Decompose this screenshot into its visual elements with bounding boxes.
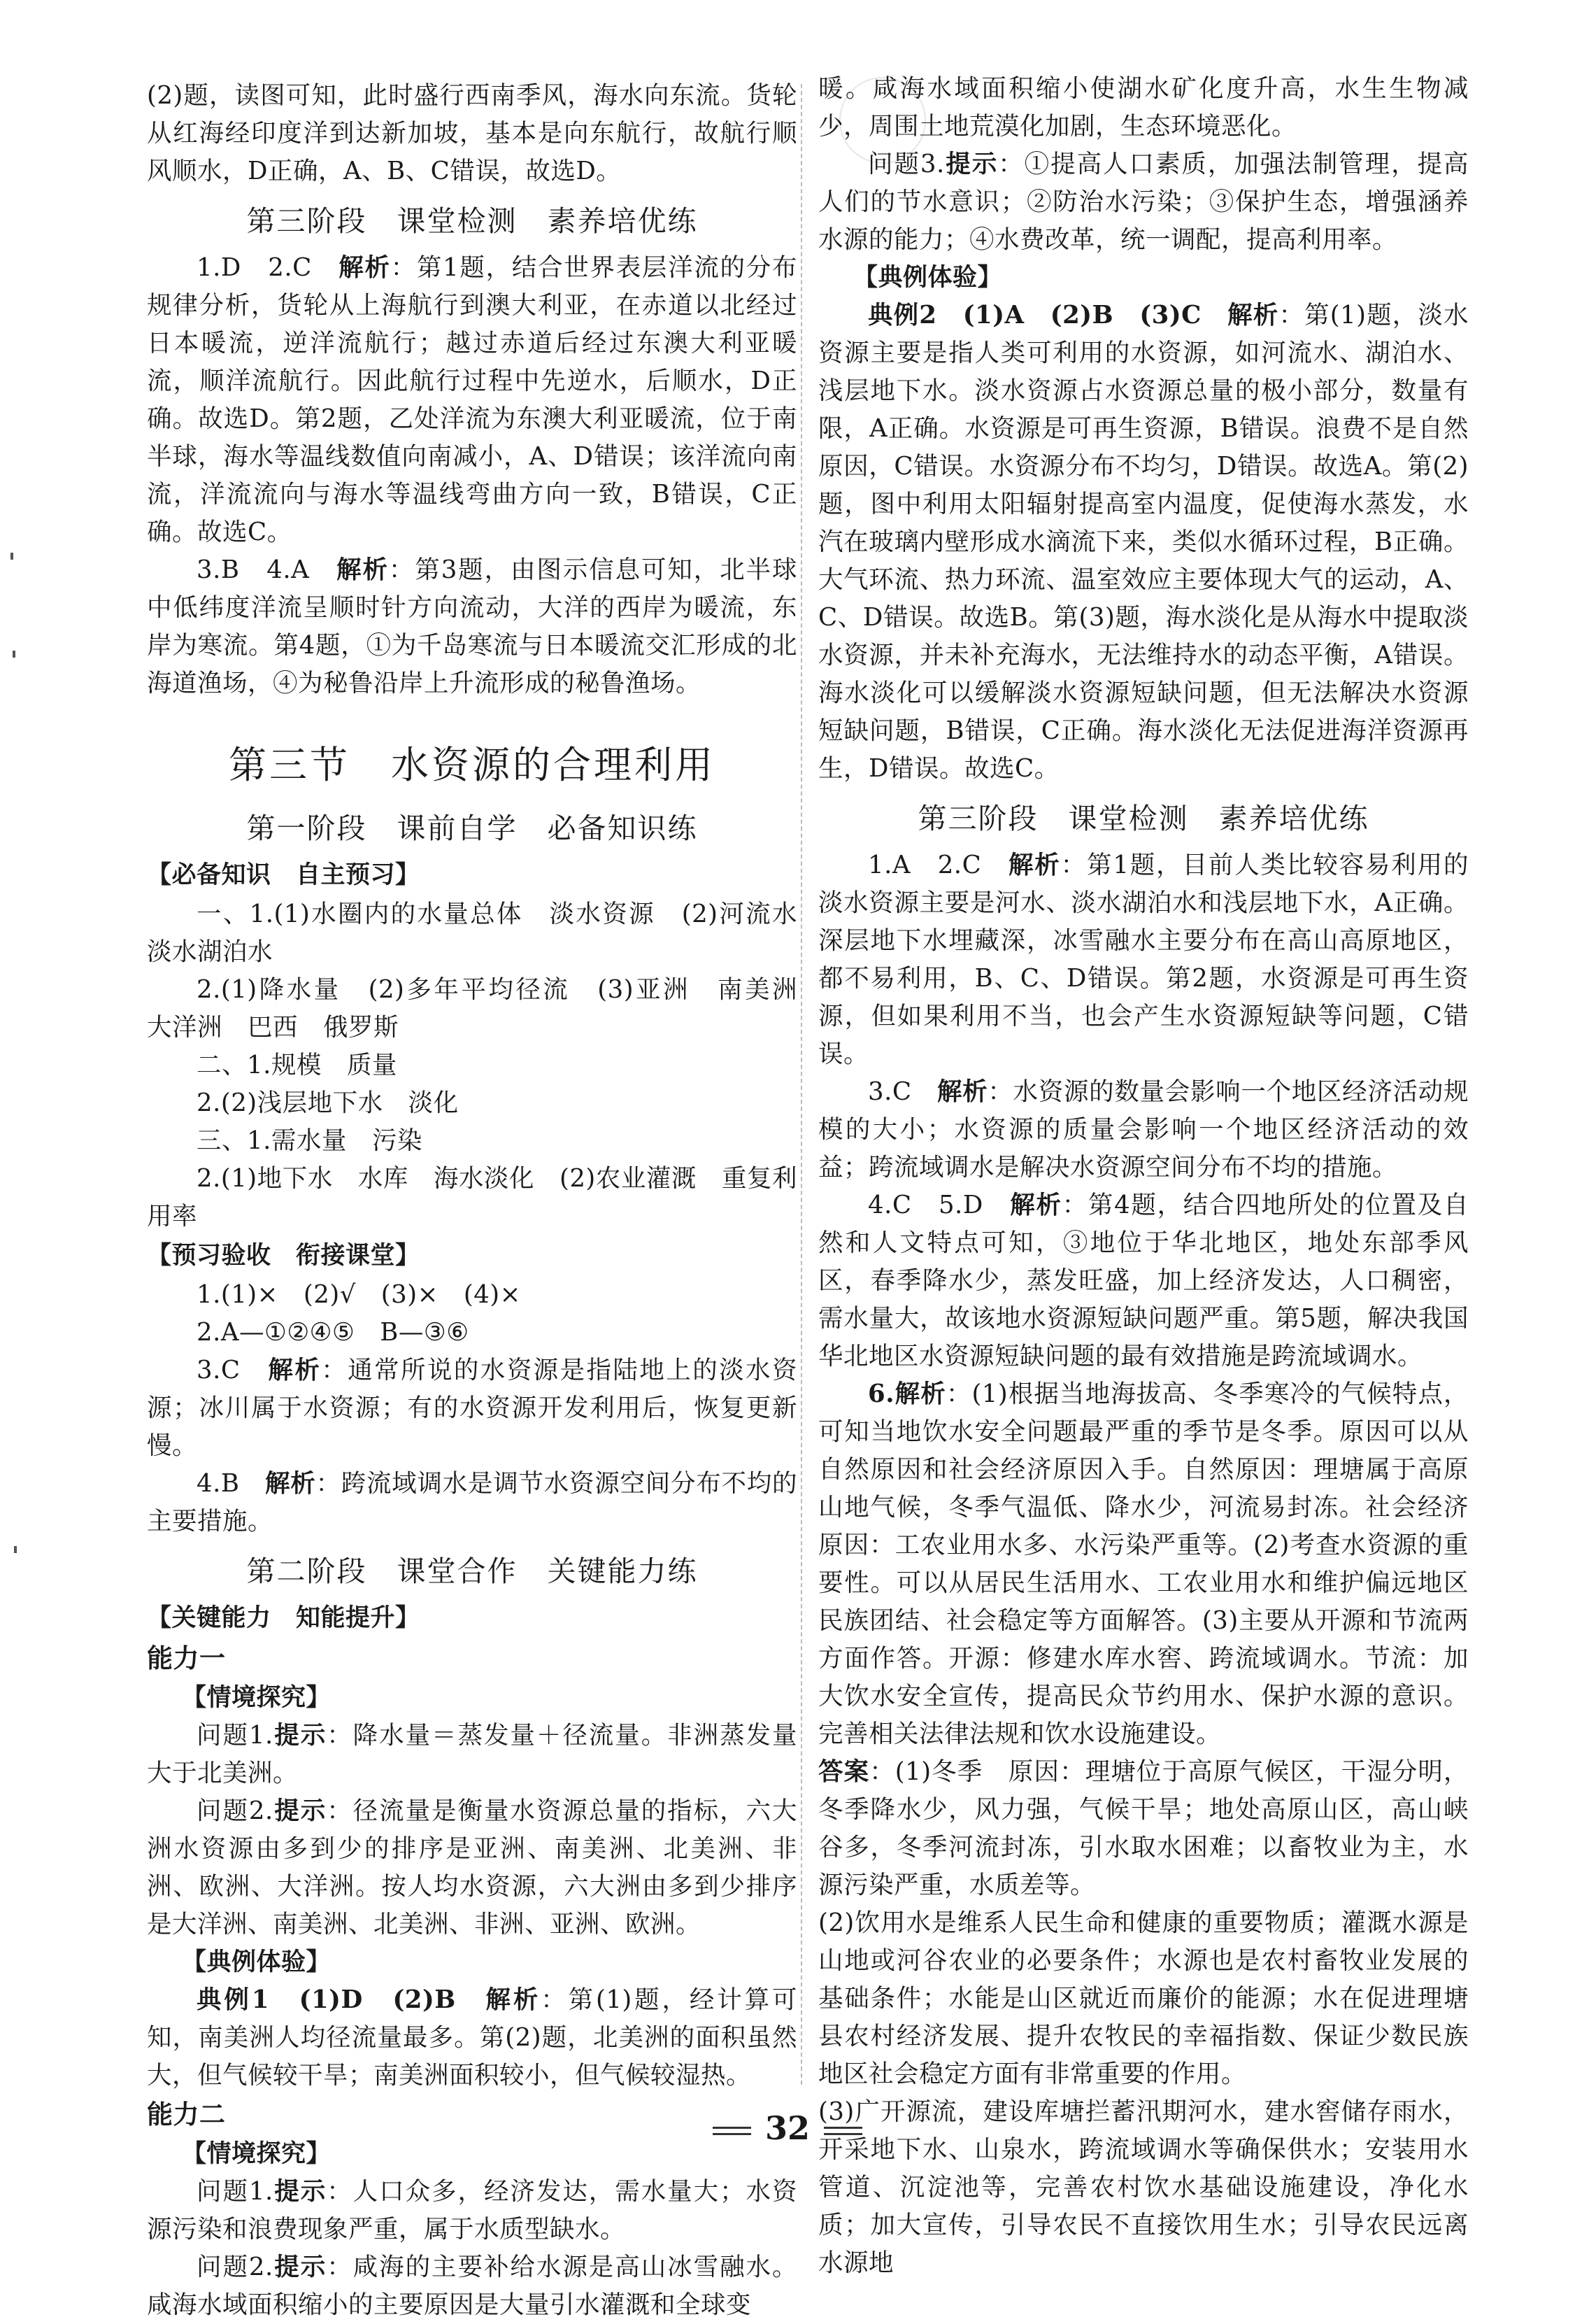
analysis-label: 解析 xyxy=(936,1077,988,1106)
hint-text: ：降水量＝蒸发量＋径流量。非洲蒸发量大于北美洲。 xyxy=(147,1721,797,1787)
hint-text: ：咸海的主要补给水源是高山冰雪融水。咸海水域面积缩小的主要原因是大量引水灌溉和全球变 xyxy=(147,2253,797,2319)
scan-mark xyxy=(13,651,15,658)
hint-label: 提示 xyxy=(944,150,999,178)
subsection-label: 【典例体验】 xyxy=(182,1948,332,1976)
page-footer xyxy=(0,2109,1575,2147)
footer-rule-right xyxy=(824,2123,862,2139)
subsection-label: 【情境探究】 xyxy=(182,2139,332,2168)
answer-paragraph xyxy=(818,1375,1469,1753)
subsection-heading: 【预习验收 衔接课堂】 xyxy=(147,1242,420,1270)
hint-label: 提示 xyxy=(273,1721,327,1750)
answer-key: 1.A 2.C xyxy=(868,851,1009,879)
analysis-label: 6.解析 xyxy=(868,1380,946,1408)
right-column xyxy=(818,70,1469,2282)
analysis-text: ：通常所说的水资源是指陆地上的淡水资源；冰川属于水资源；有的水资源开发利用后，恢复更新慢。 xyxy=(147,1356,797,1460)
analysis-text: ：跨流域调水是调节水资源空间分布不均的主要措施。 xyxy=(147,1469,797,1536)
question-paragraph xyxy=(147,1717,797,1792)
knowledge-item: 二、1.规模 质量 xyxy=(197,1051,397,1079)
analysis-text: ：第1题，结合世界表层洋流的分布规律分析，货轮从上海航行到澳大利亚，在赤道以北经过日本暖流，逆洋流航行；越过赤道后经过东澳大利亚暖流，顺洋流航行。因此航行过程中先逆水，后顺水，D正确。故选D。第2题，乙处洋流为东澳大利亚暖流，位于南半球，海水等温线数值向南减小，A、D错误；该洋流向南流，洋流流向与海水等温线弯曲方向一致，B错误，C正确。故选C。 xyxy=(147,253,797,546)
hint-label: 提示 xyxy=(273,1797,327,1825)
answer-paragraph xyxy=(818,1186,1469,1375)
knowledge-item: 2.(1)降水量 (2)多年平均径流 (3)亚洲 南美洲 大洋洲 巴西 俄罗斯 xyxy=(147,975,823,1042)
analysis-label: 解析 xyxy=(1008,851,1061,879)
example-key: 典例2 (1)A (2)B (3)C xyxy=(868,301,1228,330)
analysis-text: ：水资源的数量会影响一个地区经济活动规模的大小；水资源的质量会影响一个地区经济活动的效益；跨流域调水是解决水资源空间分布不均的措施。 xyxy=(818,1077,1469,1182)
scan-mark xyxy=(14,1546,17,1553)
hint-text: ：径流量是衡量水资源总量的指标，六大洲水资源由多到少的排序是亚洲、南美洲、北美洲、非洲、欧洲、大洋洲。按人均水资源，六大洲由多到少排序是大洋洲、南美洲、北美洲、非洲、亚洲、欧洲。 xyxy=(147,1797,797,1939)
answer-paragraph xyxy=(818,1753,1469,1904)
question-number: 问题2. xyxy=(197,1797,273,1825)
analysis-label: 解析 xyxy=(1227,301,1279,330)
answer-key: 3.B 4.A xyxy=(197,555,337,584)
question-paragraph xyxy=(147,1792,797,1943)
question-number: 问题3. xyxy=(868,150,945,178)
paragraph: 暖。咸海水域面积缩小使湖水矿化度升高，水生生物减少，周围土地荒漠化加剧，生态环境恶化。 xyxy=(818,74,1469,141)
analysis-text: ：(1)根据当地海拔高、冬季寒冷的气候特点，可知当地饮水安全问题最严重的季节是冬季。原因可以从自然原因和社会经济原因入手。自然原因：理塘属于高原山地气候，冬季气温低、降水少，河流易封冻。社会经济原因：工农业用水多、水污染严重等。(2)考查水资源的重要性。可以从居民生活用水、工农业用水和维护偏远地区民族团结、社会稳定等方面解答。(3)主要从开源和节流两方面作答。开源：修建水库水窖、跨流域调水。节流：加大饮水安全宣传，提高民众节约用水、保护水源的意识。完善相关法律法规和饮水设施建设。 xyxy=(818,1380,1469,1748)
ability-heading: 能力一 xyxy=(147,1643,226,1673)
answer-paragraph xyxy=(147,1465,797,1540)
answer-key: 3.C xyxy=(868,1077,937,1106)
answer-key: 4.B xyxy=(197,1469,265,1498)
column-divider xyxy=(801,84,802,2085)
analysis-label: 解析 xyxy=(1010,1191,1062,1219)
answer-paragraph xyxy=(147,1352,797,1465)
subsection-heading: 【必备知识 自主预习】 xyxy=(147,861,420,889)
answer-text: ：(1)冬季 原因：理塘位于高原气候区，干湿分明，冬季降水少，风力强，气候干旱；地处高原山区，高山峡谷多，冬季河流封冻，引水取水困难；以畜牧业为主，水源污染严重，水质差等。 xyxy=(818,1757,1469,1899)
answer-label: 答案 xyxy=(818,1757,870,1786)
scan-mark xyxy=(10,553,13,560)
hint-text: ：①提高人口素质，加强法制管理，提高人们的节水意识；②防治水污染；③保护生态，增强涵养水源的能力；④水费改革，统一调配，提高利用率。 xyxy=(818,150,1469,254)
answer-key: 1.D 2.C xyxy=(197,253,339,282)
ability-heading: 能力二 xyxy=(147,2099,226,2130)
example-paragraph xyxy=(147,1981,797,2095)
analysis-text: ：第4题，结合四地所处的位置及自然和人文特点可知，③地位于华北地区，地处东部季风区，春季降水少，蒸发旺盛，加上经济发达，人口稠密，需水量大，故该地水资源短缺问题严重。第5题，解决我国华北地区水资源短缺问题的最有效措施是跨流域调水。 xyxy=(818,1191,1469,1370)
knowledge-item: 2.(1)地下水 水库 海水淡化 (2)农业灌溉 重复利用率 xyxy=(147,1164,797,1231)
analysis-label: 解析 xyxy=(336,555,389,584)
example-key: 典例1 (1)D (2)B xyxy=(197,1985,486,2014)
answer-paragraph xyxy=(147,249,797,551)
answer-paragraph: (2)饮用水是维系人民生命和健康的重要物质；灌溉水源是山地或河谷农业的必要条件；水源也是农村畜牧业发展的基础条件；水能是山区就近而廉价的能源；水在促进理塘县农村经济发展、提升农牧民的幸福指数、保证少数民族地区社会稳定方面有非常重要的作用。 xyxy=(818,1908,1469,2088)
left-column xyxy=(147,77,823,2324)
answer-paragraph xyxy=(147,551,797,702)
answer-paragraph: 2.A—①②④⑤ B—③⑥ xyxy=(197,1318,469,1347)
footer-rule-left xyxy=(713,2123,751,2139)
stage-heading: 第三阶段 课堂检测 素养培优练 xyxy=(246,204,698,238)
question-number: 问题1. xyxy=(197,1721,273,1750)
analysis-text: ：第1题，目前人类比较容易利用的淡水资源主要是河水、淡水湖泊水和浅层地下水，A正确。深层地下水埋藏深，冰雪融水主要分布在高山高原地区，都不易利用，B、C、D错误。第2题，水资源是可再生资源，但如果利用不当，也会产生水资源短缺等问题，C错误。 xyxy=(818,851,1469,1068)
answer-key: 3.C xyxy=(197,1356,269,1384)
knowledge-item: 一、1.(1)水圈内的水量总体 淡水资源 (2)河流水 淡水湖泊水 xyxy=(147,900,823,966)
analysis-text: ：第(1)题，经计算可知，南美洲人均径流量最多。第(2)题，北美洲的面积虽然大，但气候较干旱；南美洲面积较小，但气候较湿热。 xyxy=(147,1985,797,2090)
hint-label: 提示 xyxy=(273,2177,327,2206)
stage-heading: 第二阶段 课堂合作 关键能力练 xyxy=(246,1554,698,1588)
knowledge-item: 2.(2)浅层地下水 淡化 xyxy=(197,1089,459,1117)
stage-heading: 第三阶段 课堂检测 素养培优练 xyxy=(918,802,1369,835)
example-paragraph xyxy=(818,297,1469,788)
analysis-label: 解析 xyxy=(338,253,391,282)
answer-key: 4.C 5.D xyxy=(868,1191,1011,1219)
analysis-text: ：第(1)题，淡水资源主要是指人类可利用的水资源，如河流水、湖泊水、浅层地下水。淡水资源占水资源总量的极小部分，数量有限，A正确。水资源是可再生资源，B错误。浪费不是自然原因，C错误。水资源分布不均匀，D错误。故选A。第(2)题，图中利用太阳辐射提高室内温度，促使海水蒸发，水汽在玻璃内壁形成水滴流下来，类似水循环过程，B正确。大气环流、热力环流、温室效应主要体现大气的运动，A、C、D错误。故选B。第(3)题，海水淡化是从海水中提取淡水资源，并未补充海水，无法维持水的动态平衡，A错误。海水淡化可以缓解淡水资源短缺问题，但无法解决水资源短缺问题，B错误，C正确。海水淡化无法促进海洋资源再生，D错误。故选C。 xyxy=(818,301,1469,783)
stage-heading: 第一阶段 课前自学 必备知识练 xyxy=(246,812,698,845)
answer-paragraph: (3)广开源流，建设库塘拦蓄汛期河水，建水窖储存雨水，开采地下水、山泉水，跨流域调水等确保供水；安装用水管道、沉淀池等，完善农村饮水基础设施建设，净化水质；加大宣传，引导农民不直接饮用生水；引导农民远离水源地 xyxy=(818,2097,1469,2277)
question-paragraph xyxy=(147,2248,797,2324)
analysis-text: ：第3题，由图示信息可知，北半球中低纬度洋流呈顺时针方向流动，大洋的西岸为暖流，东岸为寒流。第4题，①为千岛寒流与日本暖流交汇形成的北海道渔场，④为秘鲁沿岸上升流形成的秘鲁渔场。 xyxy=(147,555,797,697)
question-number: 问题1. xyxy=(197,2177,273,2206)
paragraph: (2)题，读图可知，此时盛行西南季风，海水向东流。货轮从红海经印度洋到达新加坡，基本是向东航行，故航行顺风顺水，D正确，A、B、C错误，故选D。 xyxy=(147,81,797,185)
hint-label: 提示 xyxy=(273,2253,327,2281)
subsection-heading: 【关键能力 知能提升】 xyxy=(147,1604,420,1632)
answer-paragraph xyxy=(818,846,1469,1073)
subsection-label: 【情境探究】 xyxy=(182,1683,332,1712)
question-paragraph xyxy=(147,2173,797,2248)
answer-paragraph xyxy=(818,1073,1469,1186)
question-paragraph xyxy=(818,146,1469,259)
knowledge-item: 三、1.需水量 污染 xyxy=(197,1126,422,1155)
question-number: 问题2. xyxy=(197,2253,273,2281)
analysis-label: 解析 xyxy=(485,1985,541,2014)
analysis-label: 解析 xyxy=(268,1356,322,1384)
hint-text: ：人口众多，经济发达，需水量大；水资源污染和浪费现象严重，属于水质型缺水。 xyxy=(147,2177,797,2244)
answer-paragraph: 1.(1)× (2)√ (3)× (4)× xyxy=(197,1280,521,1309)
subsection-label: 【典例体验】 xyxy=(853,263,1003,292)
page-number: 32 xyxy=(764,2109,810,2147)
section-title: 第三节 水资源的合理利用 xyxy=(229,743,715,787)
analysis-label: 解析 xyxy=(264,1469,316,1498)
